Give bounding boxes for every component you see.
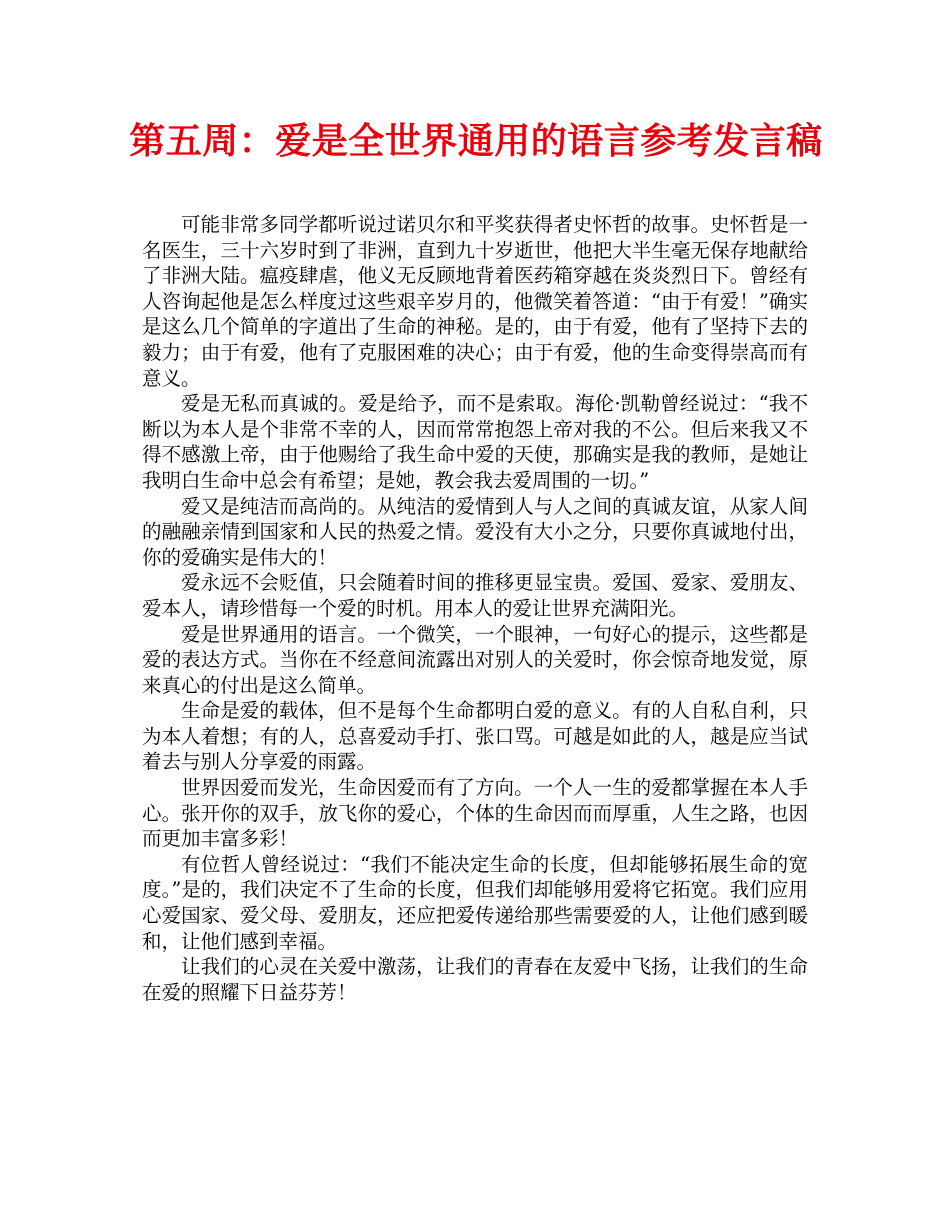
- paragraph: 世界因爱而发光，生命因爱而有了方向。一个人一生的爱都掌握在本人手心。张开你的双手，放飞你的爱心，个体的生命因而而厚重，人生之路，也因而更加丰富多彩！: [142, 776, 808, 851]
- paragraph: 爱是无私而真诚的。爱是给予，而不是索取。海伦·凯勒曾经说过：“我不断以为本人是个非常不幸的人，因而常常抱怨上帝对我的不公。但后来我又不得不感激上帝，由于他赐给了我生命中爱的天使，那确实是我的教师，是她让我明白生命中总会有希望；是她，教会我去爱周围的一切。”: [142, 392, 808, 492]
- document-title: 第五周：爱是全世界通用的语言参考发言稿: [129, 121, 823, 162]
- paragraph: 爱永远不会贬值，只会随着时间的推移更显宝贵。爱国、爱家、爱朋友、爱本人，请珍惜每一个爱的时机。用本人的爱让世界充满阳光。: [142, 571, 808, 620]
- document-body: [142, 212, 808, 1005]
- paragraph: 爱又是纯洁而高尚的。从纯洁的爱情到人与人之间的真诚友谊，从家人间的融融亲情到国家和人民的热爱之情。爱没有大小之分，只要你真诚地付出，你的爱确实是伟大的！: [142, 494, 808, 569]
- paragraph: 生命是爱的载体，但不是每个生命都明白爱的意义。有的人自私自利，只为本人着想；有的人，总喜爱动手打、张口骂。可越是如此的人，越是应当试着去与别人分享爱的雨露。: [142, 699, 808, 774]
- paragraph: 可能非常多同学都听说过诺贝尔和平奖获得者史怀哲的故事。史怀哲是一名医生，三十六岁时到了非洲，直到九十岁逝世，他把大半生毫无保存地献给了非洲大陆。瘟疫肆虐，他义无反顾地背着医药箱穿越在炎炎烈日下。曾经有人咨询起他是怎么样度过这些艰辛岁月的，他微笑着答道：“由于有爱！”确实是这么几个简单的字道出了生命的神秘。是的，由于有爱，他有了坚持下去的毅力；由于有爱，他有了克服困难的决心；由于有爱，他的生命变得崇高而有意义。: [142, 213, 808, 390]
- paragraph: 有位哲人曾经说过：“我们不能决定生命的长度，但却能够拓展生命的宽度。”是的，我们决定不了生命的长度，但我们却能够用爱将它拓宽。我们应用心爱国家、爱父母、爱朋友，还应把爱传递给那些需要爱的人，让他们感到暖和，让他们感到幸福。: [142, 852, 808, 953]
- paragraph: 爱是世界通用的语言。一个微笑，一个眼神，一句好心的提示，这些都是爱的表达方式。当你在不经意间流露出对别人的关爱时，你会惊奇地发觉，原来真心的付出是这么简单。: [142, 622, 808, 697]
- paragraph: 让我们的心灵在关爱中激荡，让我们的青春在友爱中飞扬，让我们的生命在爱的照耀下日益芬芳！: [142, 955, 808, 1004]
